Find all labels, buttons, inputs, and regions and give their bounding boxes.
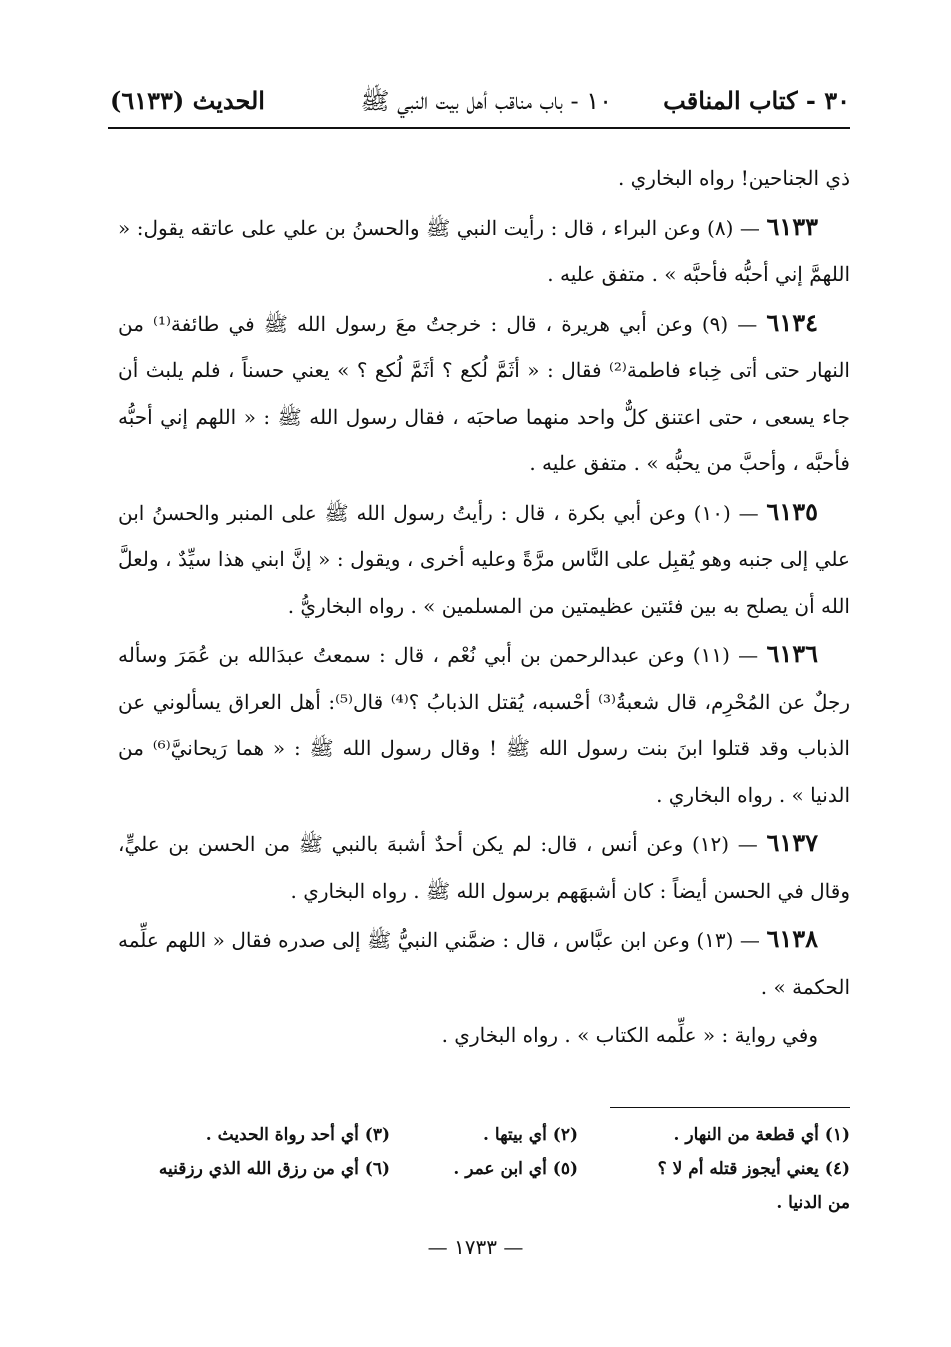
footnote-4: (٤) يعني أيجوز قتله أم لا ؟ [657,1159,850,1179]
hadith-number: ٦١٣٧ [766,828,818,857]
hadith-6133 [118,204,850,298]
page-number: — ١٧٣٣ — [427,1235,524,1259]
main-text [118,155,850,1061]
hadith-number: ٦١٣٤ [766,307,818,337]
hadith-text: — (١٣) وعن ابن عبَّاس ، قال : ضمَّني النبيُّ ﷺ إلى صدره فقال « اللهم علِّمه الحكمة » . [118,928,850,999]
footnote-row [118,1118,850,1152]
hadith-text: — (١٢) وعن أنس ، قال: لم يكن أحدٌ أشبهَ بالنبي ﷺ من الحسن بن عليٍّ، وقال في الحسن أيضاً : كان أشبهَهم برسول الله ﷺ . رواه البخاري . [118,832,850,903]
hadith-text: — (٨) وعن البراء ، قال : رأيت النبي ﷺ والحسنُ بن علي على عاتقه يقول: « اللهمَّ إني أحبُّه فأحبَّه » . متفق عليه . [118,215,850,286]
paragraph-continuation [118,155,850,202]
alternate-narration [118,1012,850,1059]
hadith-number: ٦١٣٥ [766,496,818,526]
hadith-6136 [118,631,850,818]
hadith-text: — (٩) وعن أبي هريرة ، قال : خرجتُ معَ رسول الله ﷺ في طائفة⁽¹⁾ من النهار حتى أتى خِباء فاطمة⁽²⁾ فقال : « أثَمَّ لُكع ؟ أثَمَّ لُكع ؟ » يعني حسناً ، فلم يلبث أن جاء يسعى ، حتى اعتنق كلٌّ واحد منهما صاحبَه ، فقال رسول الله ﷺ : « اللهم إني أحبُّه فأحبَّه ، وأحبَّ من يحبُّه » . متفق عليه . [118,311,850,475]
header-chapter: ٣٠ - كتاب المناقب [663,86,850,115]
hadith-number: ٦١٣٣ [766,211,818,241]
paragraph-text: ذي الجناحين! رواه البخاري . [617,166,850,190]
paragraph-text: وفي رواية : « علِّمه الكتاب » . رواه البخاري . [441,1023,818,1047]
footnote-1: (١) أي قطعة من النهار . [673,1125,850,1145]
footnote-2: (٢) أي بيتها . [483,1125,578,1145]
footnote-6: (٦) أي من رزق الله الذي رزقنيه [158,1159,390,1179]
hadith-6137 [118,820,850,914]
hadith-text: — (١١) وعن عبدالرحمن بن أبي نُعْم ، قال : سمعتُ عبدَالله بن عُمَرَ وسأله رجلٌ عن المُحْرِم، قال شعبةُ⁽³⁾ أحْسبه، يُقتل الذبابُ ؟⁽⁴⁾ قال⁽⁵⁾: أهل العراق يسألوني عن الذباب وقد قتلوا ابنَ بنت رسول الله ﷺ ! وقال رسول الله ﷺ : « هما رَيحانيَّ⁽⁶⁾ من الدنيا » . رواه البخاري . [118,643,850,807]
hadith-6138 [118,916,850,1010]
footnote-3: (٣) أي أحد رواة الحديث . [205,1125,390,1145]
hadith-number: ٦١٣٦ [766,639,818,668]
footnote-6-continuation: من الدنيا . [776,1193,850,1213]
header-hadith-range: الحديث (٦١٣٣) [110,86,265,115]
header-divider [108,127,850,129]
hadith-number: ٦١٣٨ [766,924,818,953]
footnote-5: (٥) أي ابن عمر . [453,1159,578,1179]
running-header [110,78,850,128]
header-section: ١٠ - باب مناقب أهل بيت النبي ﷺ [360,87,612,115]
hadith-text: — (١٠) وعن أبي بكرة ، قال : رأيتُ رسول الله ﷺ على المنبر والحسنُ ابن علي إلى جنبه وهو يُقبِل على النَّاس مرَّةً وعليه أخرى ، ويقول : « إنَّ ابني هذا سيِّدٌ ، ولعلَّ الله أن يصلح به بين فئتين عظيمتين من المسلمين » . رواه البخاريُّ . [118,500,850,618]
footnote-divider [610,1107,850,1108]
footnotes [118,1118,850,1222]
hadith-6134 [118,300,850,487]
footnote-row [118,1152,850,1186]
hadith-6135 [118,489,850,630]
